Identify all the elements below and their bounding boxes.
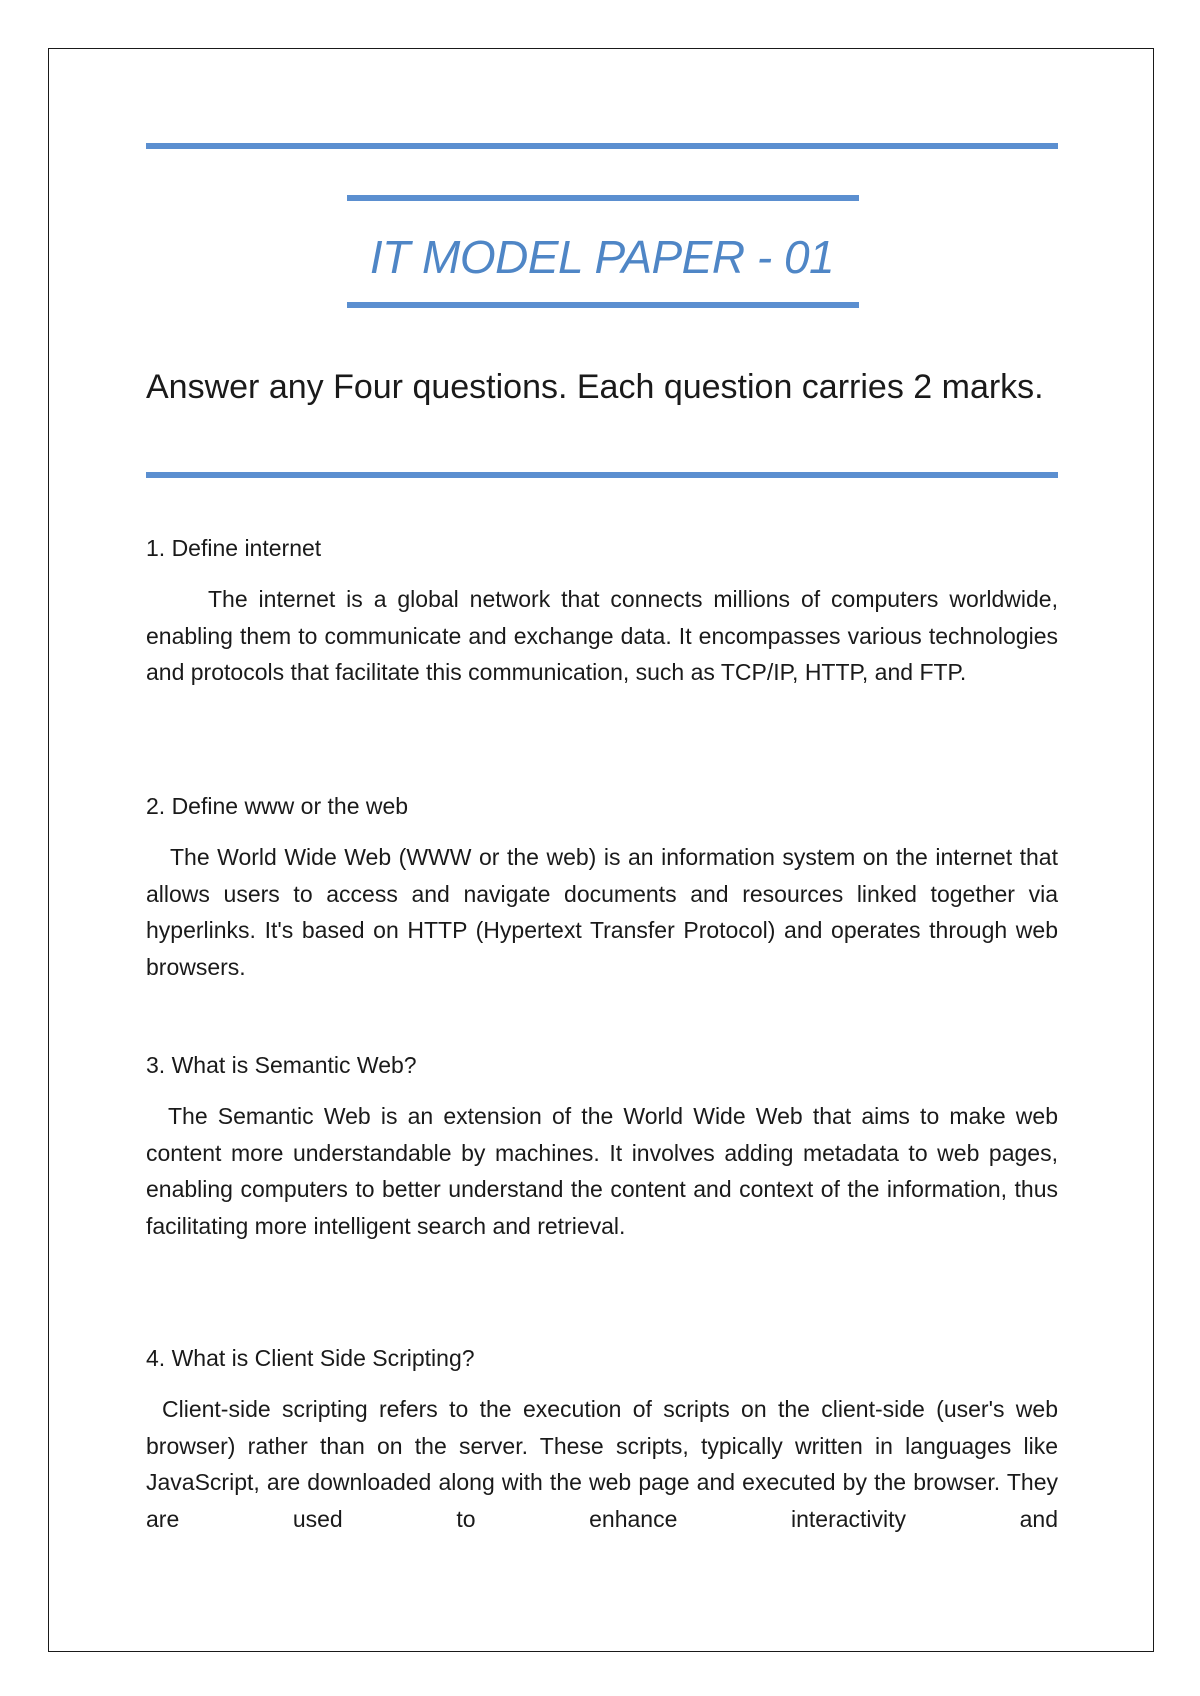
question-3: 3. What is Semantic Web? <box>146 1052 417 1078</box>
answer-4: Client-side scripting refers to the execution of scripts on the client-side (user's web browser) rather than on the server. These scripts, typically written in languages like JavaScript, are downloaded along with the web page and executed by the browser. They are used to enhance interactivity and <box>146 1396 1058 1532</box>
question-4: 4. What is Client Side Scripting? <box>146 1345 475 1371</box>
question-1: 1. Define internet <box>146 535 322 561</box>
title-rule-top <box>347 195 859 201</box>
exam-instructions: Answer any Four questions. Each question carries 2 marks. <box>146 368 1044 406</box>
header-rule-top <box>146 143 1058 149</box>
answer-2: The World Wide Web (WWW or the web) is an information system on the internet that allows users to access and navigate documents and resources linked together via hyperlinks. It's based on HTTP (Hypertext Transfer Protocol) and operates through web browsers. <box>146 844 1058 980</box>
page-title: IT MODEL PAPER - 01 <box>369 231 835 283</box>
answer-1: The internet is a global network that connects millions of computers worldwide, enabling them to communicate and exchange data. It encompasses various technologies and protocols that facilitate this communication, such as TCP/IP, HTTP, and FTP. <box>146 586 1058 685</box>
title-rule-bottom <box>347 302 859 308</box>
question-2: 2. Define www or the web <box>146 793 409 819</box>
instructions-rule <box>146 472 1058 478</box>
answer-3: The Semantic Web is an extension of the World Wide Web that aims to make web content more understandable by machines. It involves adding metadata to web pages, enabling computers to better understand the content and context of the information, thus facilitating more intelligent search and retrieval. <box>146 1103 1058 1239</box>
